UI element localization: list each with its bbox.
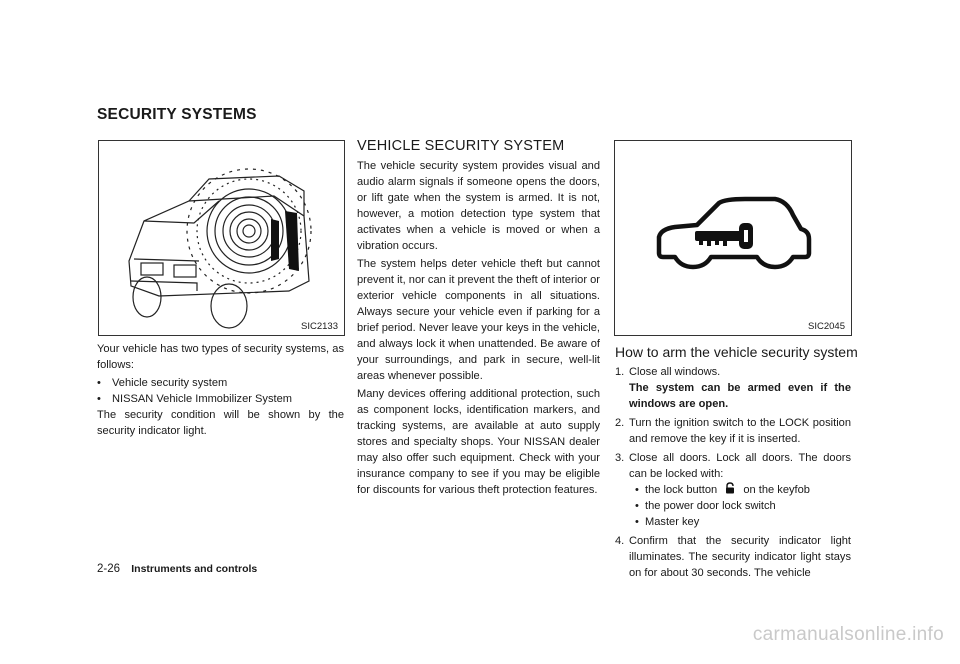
vehicle-security-figure bbox=[98, 140, 345, 336]
vss-paragraph: The system helps deter vehicle theft but cannot prevent it, nor can it prevent the theft of interior or exterior vehicle components in all situations. Always secure your vehicle even if parking for a brief period. Never leave your keys in the vehicle, and always lock it when unattended. Be aware of your surroundings, and park in secure, well-lit areas whenever possible. bbox=[357, 258, 600, 382]
step-text: Close all doors. Lock all doors. The doors can be locked with: bbox=[629, 452, 851, 480]
bullet-mark: • bbox=[97, 377, 101, 389]
page-footer bbox=[97, 563, 257, 575]
list-item bbox=[97, 375, 344, 391]
intro-column bbox=[97, 341, 344, 441]
footer-section: Instruments and controls bbox=[131, 563, 258, 575]
arm-heading: How to arm the vehicle security system bbox=[615, 344, 858, 360]
car-key-indicator-icon bbox=[615, 141, 851, 335]
sub-list-item bbox=[615, 514, 851, 530]
section-title: SECURITY SYSTEMS bbox=[97, 106, 257, 123]
sub-list-item-text bbox=[645, 482, 810, 498]
step-number: 4. bbox=[615, 535, 625, 547]
sub-list-item-text: Master key bbox=[645, 516, 700, 528]
step-number: 1. bbox=[615, 366, 625, 378]
lock-icon bbox=[724, 482, 736, 494]
lock-button-text: the lock button bbox=[645, 484, 718, 496]
figure-label: SIC2133 bbox=[301, 321, 338, 332]
arm-steps bbox=[615, 364, 851, 581]
sub-list-item-text: the power door lock switch bbox=[645, 500, 776, 512]
bullet-mark: • bbox=[635, 500, 639, 512]
intro-paragraph: Your vehicle has two types of security systems, as follows: bbox=[97, 343, 344, 371]
step-item bbox=[615, 364, 851, 380]
step-note: The system can be armed even if the windows are open. bbox=[629, 382, 851, 410]
vss-column bbox=[357, 158, 600, 500]
page-number: 2-26 bbox=[97, 563, 121, 575]
step-item bbox=[615, 415, 851, 447]
list-item-text: NISSAN Vehicle Immobilizer System bbox=[112, 393, 293, 405]
bullet-mark: • bbox=[635, 484, 639, 496]
step-text: Confirm that the security indicator light illuminates. The security indicator light stays on for about 30 seconds. The vehicle bbox=[629, 535, 851, 579]
watermark: carmanualsonline.info bbox=[752, 624, 944, 645]
step-number: 3. bbox=[615, 452, 625, 464]
list-item-text: Vehicle security system bbox=[112, 377, 228, 389]
vss-paragraph: Many devices offering additional protection, such as component locks, identification markers, and tracking systems, are available at auto supply stores and specialty shops. Your NISSAN dealer may also offer such equipment. Check with your insurance company to see if you may be eligible for discounts for various theft protection features. bbox=[357, 388, 600, 496]
closing-paragraph: The security condition will be shown by the security indicator light. bbox=[97, 409, 344, 437]
list-item bbox=[97, 391, 344, 407]
step-text: Turn the ignition switch to the LOCK position and remove the key if it is inserted. bbox=[629, 417, 851, 445]
step-item bbox=[615, 450, 851, 482]
vss-paragraph: The vehicle security system provides visual and audio alarm signals if someone opens the doors, or lift gate when the system is armed. It is not, however, a motion detection type system that activates when a vehicle is moved or when a vibration occurs. bbox=[357, 160, 600, 252]
step-number: 2. bbox=[615, 417, 625, 429]
car-key-figure bbox=[614, 140, 852, 336]
step-text: Close all windows. bbox=[629, 366, 721, 378]
step-item bbox=[615, 533, 851, 581]
bullet-mark: • bbox=[635, 516, 639, 528]
vss-heading: VEHICLE SECURITY SYSTEM bbox=[357, 138, 565, 154]
keyfob-text: on the keyfob bbox=[743, 484, 810, 496]
vehicle-security-illustration-icon bbox=[99, 141, 344, 335]
figure-label: SIC2045 bbox=[808, 321, 845, 332]
sub-list-item bbox=[615, 498, 851, 514]
bullet-mark: • bbox=[97, 393, 101, 405]
sub-list-item bbox=[615, 482, 851, 498]
